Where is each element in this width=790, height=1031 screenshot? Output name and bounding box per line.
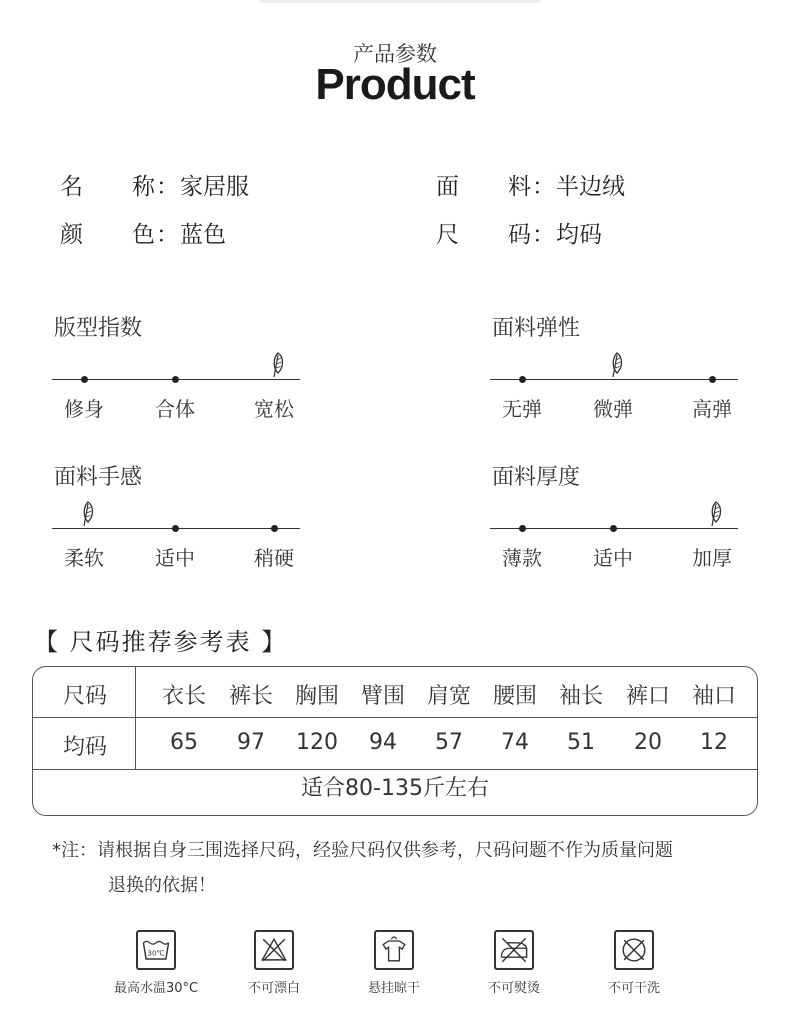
- scale-label: 合体: [155, 397, 195, 421]
- feather-icon: [706, 500, 726, 528]
- top-divider: [260, 0, 540, 3]
- scale-dot: [610, 525, 617, 532]
- feather-icon: [78, 500, 98, 528]
- size-note: [52, 833, 762, 903]
- size-note-line-1: *注：请根据自身三围选择尺码，经验尺码仅供参考，尺码问题不作为质量问题: [52, 840, 673, 861]
- table-header-cell: 裤长: [228, 684, 273, 709]
- table-header-cell: 胸围: [294, 684, 339, 709]
- svg-text:30℃: 30℃: [147, 948, 165, 958]
- table-value-cell: 57: [435, 730, 463, 755]
- scale-label: 无弹: [502, 397, 542, 421]
- no-bleach-icon: [254, 930, 294, 970]
- table-header-cell: 尺码: [62, 684, 107, 709]
- size-table: [32, 666, 758, 816]
- wash-30-icon: [136, 930, 176, 970]
- scale-dot: [172, 525, 179, 532]
- table-header-cell: 腰围: [492, 684, 537, 709]
- table-value-cell: 97: [237, 730, 265, 755]
- scale-label: 薄款: [502, 546, 542, 570]
- table-value-cell: 120: [296, 730, 338, 755]
- elasticity-index-title: 面料弹性: [492, 316, 581, 341]
- table-value-cell: 均码: [62, 735, 107, 760]
- page-title: Product: [315, 60, 475, 109]
- table-header-cell: 臂围: [360, 684, 405, 709]
- size-note-line-2: 退换的依据！: [108, 875, 216, 896]
- table-value-cell: 20: [634, 730, 662, 755]
- param-fabric-value: 半边绒: [556, 174, 625, 200]
- table-header-cell: 衣长: [161, 684, 206, 709]
- table-value-cell: 12: [700, 730, 728, 755]
- fit-index-scale: [52, 353, 300, 421]
- thickness-index-title: 面料厚度: [492, 465, 581, 490]
- param-size-value: 均码: [556, 222, 602, 248]
- page-subtitle: 产品参数: [353, 42, 437, 66]
- table-header-cell: 袖长: [558, 684, 603, 709]
- scale-dot: [519, 525, 526, 532]
- scale-label: 适中: [155, 546, 195, 570]
- thickness-index-scale: [490, 502, 738, 570]
- scale-label: 修身: [64, 397, 104, 421]
- feather-icon: [268, 351, 288, 379]
- no-dry-clean-icon: [614, 930, 654, 970]
- fit-index-title: 版型指数: [54, 316, 143, 341]
- elasticity-index-scale: [490, 353, 738, 421]
- care-wash: 30℃ 最高水温30°C: [106, 930, 206, 996]
- no-iron-icon: [494, 930, 534, 970]
- scale-label: 加厚: [692, 546, 732, 570]
- care-iron: 不可熨烫: [464, 930, 564, 996]
- table-header-cell: 袖口: [691, 684, 736, 709]
- table-value-cell: 94: [369, 730, 397, 755]
- scale-dot: [271, 525, 278, 532]
- scale-label: 柔软: [64, 546, 104, 570]
- table-header-cell: 裤口: [625, 684, 670, 709]
- table-value-cell: 65: [170, 730, 198, 755]
- care-dry-clean: 不可干洗: [584, 930, 684, 996]
- scale-label: 适中: [593, 546, 633, 570]
- table-header-cell: 肩宽: [426, 684, 471, 709]
- scale-label: 宽松: [254, 397, 294, 421]
- hand-feel-index-scale: [52, 502, 300, 570]
- care-hang-dry: 悬挂晾干: [344, 930, 444, 996]
- scale-label: 微弹: [593, 397, 633, 421]
- param-name-value: 家居服: [180, 174, 249, 200]
- scale-label: 高弹: [692, 397, 732, 421]
- hang-dry-icon: [374, 930, 414, 970]
- param-color-value: 蓝色: [180, 222, 226, 248]
- feather-icon: [607, 351, 627, 379]
- scale-label: 稍硬: [254, 546, 294, 570]
- scale-line: [490, 379, 738, 380]
- size-table-title: 【 尺码推荐参考表 】: [34, 628, 288, 656]
- scale-dot: [172, 376, 179, 383]
- table-value-cell: 74: [501, 730, 529, 755]
- size-table-footer: 适合80-135斤左右: [301, 776, 489, 801]
- scale-dot: [519, 376, 526, 383]
- table-value-cell: 51: [567, 730, 595, 755]
- care-bleach: 不可漂白: [224, 930, 324, 996]
- scale-dot: [709, 376, 716, 383]
- scale-dot: [81, 376, 88, 383]
- hand-feel-index-title: 面料手感: [54, 465, 143, 490]
